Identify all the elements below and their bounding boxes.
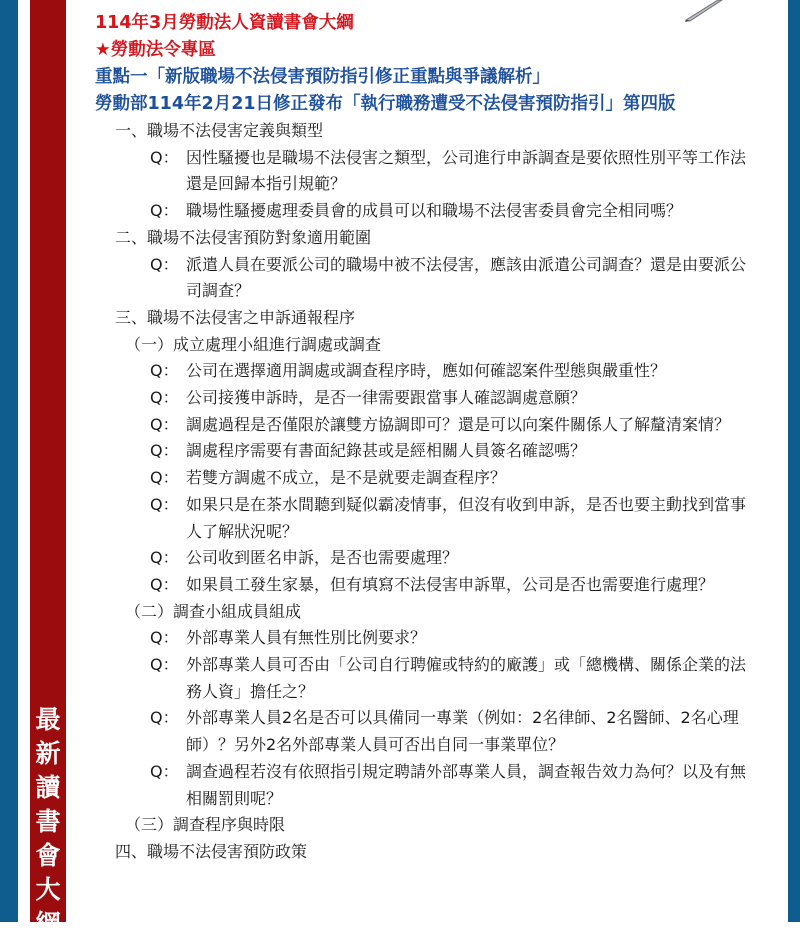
question-marker: Q：	[150, 655, 179, 675]
question-text: 公司收到匿名申訴，是否也需要處理？	[186, 548, 459, 568]
question-item	[95, 759, 760, 812]
question-item	[95, 705, 760, 758]
question-text: 因性騷擾也是職場不法侵害之類型，公司進行申訴調查是要依照性別平等工作法還是回歸本指引規範？	[186, 147, 747, 194]
heading-4: 勞動部114年2月21日修正發布「執行職務遭受不法侵害預防指引」第四版	[95, 94, 676, 114]
question-marker: Q：	[150, 254, 179, 274]
question-marker: Q：	[150, 574, 179, 594]
question-marker: Q：	[150, 388, 179, 408]
subsection-heading: （二）調查小組成員組成	[125, 601, 302, 621]
question-text: 外部專業人員2名是否可以具備同一專業（例如：2名律師、2名醫師、2名心理師）？另外2名外部專業人員可否出自同一事業單位？	[186, 708, 739, 755]
section-heading: 四、職場不法侵害預防政策	[115, 841, 308, 861]
section-heading: 三、職場不法侵害之申訴通報程序	[115, 307, 356, 327]
question-marker: Q：	[150, 761, 179, 781]
right-edge-band	[788, 0, 800, 922]
section-heading: 一、職場不法侵害定義與類型	[115, 121, 324, 140]
heading-3: 重點一「新版職場不法侵害預防指引修正重點與爭議解析」	[95, 67, 550, 87]
question-marker: Q：	[150, 414, 179, 434]
question-item	[95, 198, 760, 225]
heading-2: ★勞動法令專區	[95, 40, 216, 60]
outline-content	[95, 10, 760, 866]
section-heading: 二、職場不法侵害預防對象適用範圍	[115, 227, 372, 247]
question-marker: Q：	[150, 201, 179, 221]
question-text: 公司接獲申訴時，是否一律需要跟當事人確認調處意願？	[186, 388, 587, 408]
question-item	[95, 625, 760, 652]
question-marker: Q：	[150, 441, 179, 461]
question-text: 職場性騷擾處理委員會的成員可以和職場不法侵害委員會完全相同嗎？	[186, 201, 683, 221]
question-text: 外部專業人員可否由「公司自行聘僱或特約的廠護」或「總機構、關係企業的法務人資」擔任之？	[186, 655, 747, 701]
subsection-heading: （一）成立處理小組進行調處或調查	[125, 334, 382, 354]
question-text: 調處過程是否僅限於讓雙方協調即可？還是可以向案件關係人了解釐清案情？	[186, 414, 731, 434]
question-marker: Q：	[150, 361, 179, 381]
question-text: 調查過程若沒有依照指引規定聘請外部專業人員，調查報告效力為何？以及有無相關罰則呢？	[186, 761, 747, 808]
subsection-heading: （三）調查程序與時限	[125, 815, 286, 835]
question-item	[95, 492, 760, 545]
question-marker: Q：	[150, 548, 179, 568]
question-text: 如果只是在茶水間聽到疑似霸凌情事，但沒有收到申訴，是否也要主動找到當事人了解狀況呢？	[186, 494, 747, 541]
question-item	[95, 252, 760, 305]
question-text: 如果員工發生家暴，但有填寫不法侵害申訴單，公司是否也需要進行處理？	[186, 574, 715, 594]
sidebar-title: 最新讀書會大綱	[35, 705, 61, 938]
question-marker: Q：	[150, 628, 179, 648]
question-item	[95, 545, 760, 572]
question-marker: Q：	[150, 494, 179, 514]
question-text: 若雙方調處不成立，是不是就要走調查程序？	[186, 468, 507, 488]
question-item	[95, 438, 760, 465]
heading-1: 114年3月勞動法人資讀書會大綱	[95, 13, 354, 33]
question-item	[95, 652, 760, 705]
question-text: 派遣人員在要派公司的職場中被不法侵害，應該由派遣公司調查？還是由要派公司調查？	[186, 254, 747, 301]
question-item	[95, 465, 760, 492]
question-item	[95, 412, 760, 439]
question-item	[95, 385, 760, 412]
question-item	[95, 572, 760, 599]
question-text: 公司在選擇適用調處或調查程序時，應如何確認案件型態與嚴重性？	[186, 361, 667, 381]
question-text: 調處程序需要有書面紀錄甚或是經相關人員簽名確認嗎？	[186, 441, 587, 461]
question-marker: Q：	[150, 468, 179, 488]
question-marker: Q：	[150, 147, 179, 167]
question-item	[95, 358, 760, 385]
question-text: 外部專業人員有無性別比例要求？	[186, 628, 427, 648]
question-item	[95, 145, 760, 198]
question-marker: Q：	[150, 708, 179, 728]
left-edge-band	[0, 0, 18, 922]
